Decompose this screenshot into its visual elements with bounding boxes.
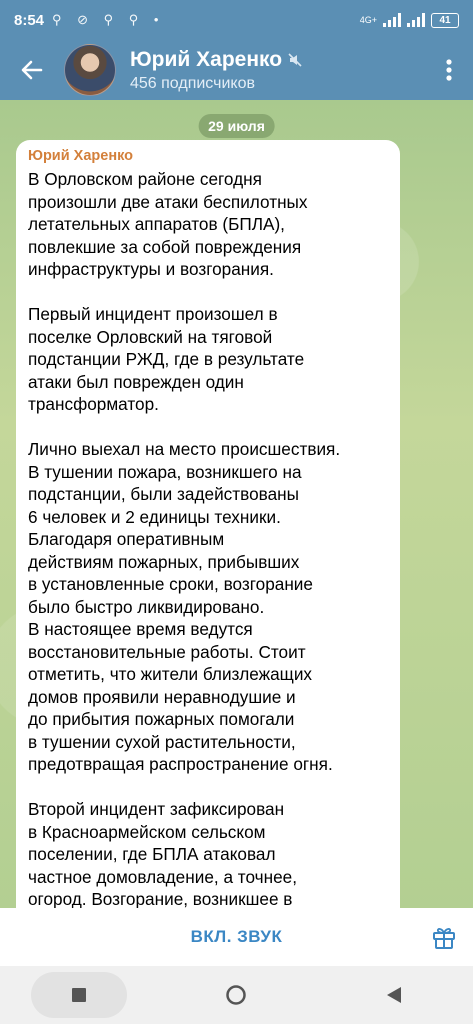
message-line: летательных аппаратов (БПЛА), xyxy=(28,214,285,234)
channel-name: Юрий Харенко xyxy=(130,47,283,71)
header-text[interactable] xyxy=(130,48,302,93)
notification-icons: ⚲ ⊘ ⚲ ⚲ • xyxy=(52,12,165,27)
message-paragraph xyxy=(28,798,388,908)
message-line: Лично выехал на место происшествия. xyxy=(28,439,341,459)
mute-icon xyxy=(288,53,302,67)
message-line: огород. Возгорание, возникшее в xyxy=(28,889,293,908)
message-line: поселении, где БПЛА атаковал xyxy=(28,844,276,864)
message-line: предотвращая распространение огня. xyxy=(28,754,333,774)
signal-icon xyxy=(383,13,401,27)
back-button[interactable] xyxy=(0,40,64,100)
message-line: В Орловском районе сегодня xyxy=(28,169,262,189)
signal-icon-2 xyxy=(407,13,425,27)
message-line: трансформатор. xyxy=(28,394,159,414)
recents-button[interactable] xyxy=(31,972,127,1018)
subscriber-count: 456 подписчиков xyxy=(130,74,255,92)
message-paragraph xyxy=(28,438,388,776)
paragraph-gap xyxy=(28,281,388,304)
message-line: в Красноармейском сельском xyxy=(28,821,266,842)
back-triangle-icon xyxy=(386,986,402,1004)
network-label: 4G+ xyxy=(359,15,377,25)
message-line: Второй инцидент зафиксирован xyxy=(28,799,285,819)
status-time: 8:54 xyxy=(14,11,45,29)
message-line: атаки был поврежден один xyxy=(28,371,244,392)
more-menu-button[interactable] xyxy=(425,40,473,100)
message-line: в установленные сроки, возгорание xyxy=(28,574,313,594)
back-nav-button[interactable] xyxy=(346,972,442,1018)
gift-button[interactable] xyxy=(429,922,459,952)
status-bar xyxy=(0,0,473,40)
back-arrow-icon xyxy=(21,60,43,80)
message-paragraph xyxy=(28,303,388,416)
system-nav-bar xyxy=(0,966,473,1024)
battery-icon: 41 xyxy=(431,13,459,28)
message-line: подстанции РЖД, где в результате xyxy=(28,349,305,369)
paragraph-gap xyxy=(28,416,388,439)
message-line: произошли две атаки беспилотных xyxy=(28,191,308,212)
message-line: инфраструктуры и возгорания. xyxy=(28,259,274,279)
message-line: 6 человек и 2 единицы техники. xyxy=(28,506,281,527)
message-bubble[interactable] xyxy=(16,140,400,908)
message-line: действиям пожарных, прибывших xyxy=(28,551,300,572)
message-line: подстанции, были задействованы xyxy=(28,484,299,504)
message-author: Юрий Харенко xyxy=(28,148,134,164)
message-line: в тушении сухой растительности, xyxy=(28,731,296,752)
home-icon xyxy=(225,984,247,1006)
message-line: до прибытия пожарных помогали xyxy=(28,709,295,729)
message-line: В настоящее время ведутся xyxy=(28,619,253,639)
more-vert-icon xyxy=(446,59,452,81)
message-line: частное домовладение, а точнее, xyxy=(28,866,297,887)
message-line: В тушении пожара, возникшего на xyxy=(28,461,302,482)
message-line: Благодаря оперативным xyxy=(28,529,225,549)
chat-header xyxy=(0,40,473,100)
status-right xyxy=(360,13,459,28)
message-text xyxy=(28,168,388,908)
date-divider: 29 июля xyxy=(198,114,275,138)
unmute-button[interactable]: ВКЛ. ЗВУК xyxy=(190,927,283,946)
message-line: было быстро ликвидировано. xyxy=(28,596,265,617)
paragraph-gap xyxy=(28,776,388,799)
message-paragraph xyxy=(28,168,388,281)
message-line: Первый инцидент произошел в xyxy=(28,304,278,324)
message-line: отметить, что жители близлежащих xyxy=(28,664,313,684)
avatar[interactable] xyxy=(64,44,116,96)
bottom-action-bar xyxy=(0,908,473,966)
message-line: восстановительные работы. Стоит xyxy=(28,641,306,662)
recents-icon xyxy=(71,987,87,1003)
chat-area[interactable] xyxy=(0,100,473,908)
message-line: повлекшие за собой повреждения xyxy=(28,236,302,257)
message-line: поселке Орловский на тяговой xyxy=(28,326,273,347)
gift-icon xyxy=(429,922,459,952)
home-button[interactable] xyxy=(188,972,284,1018)
message-line: домов проявили неравнодушие и xyxy=(28,686,296,707)
